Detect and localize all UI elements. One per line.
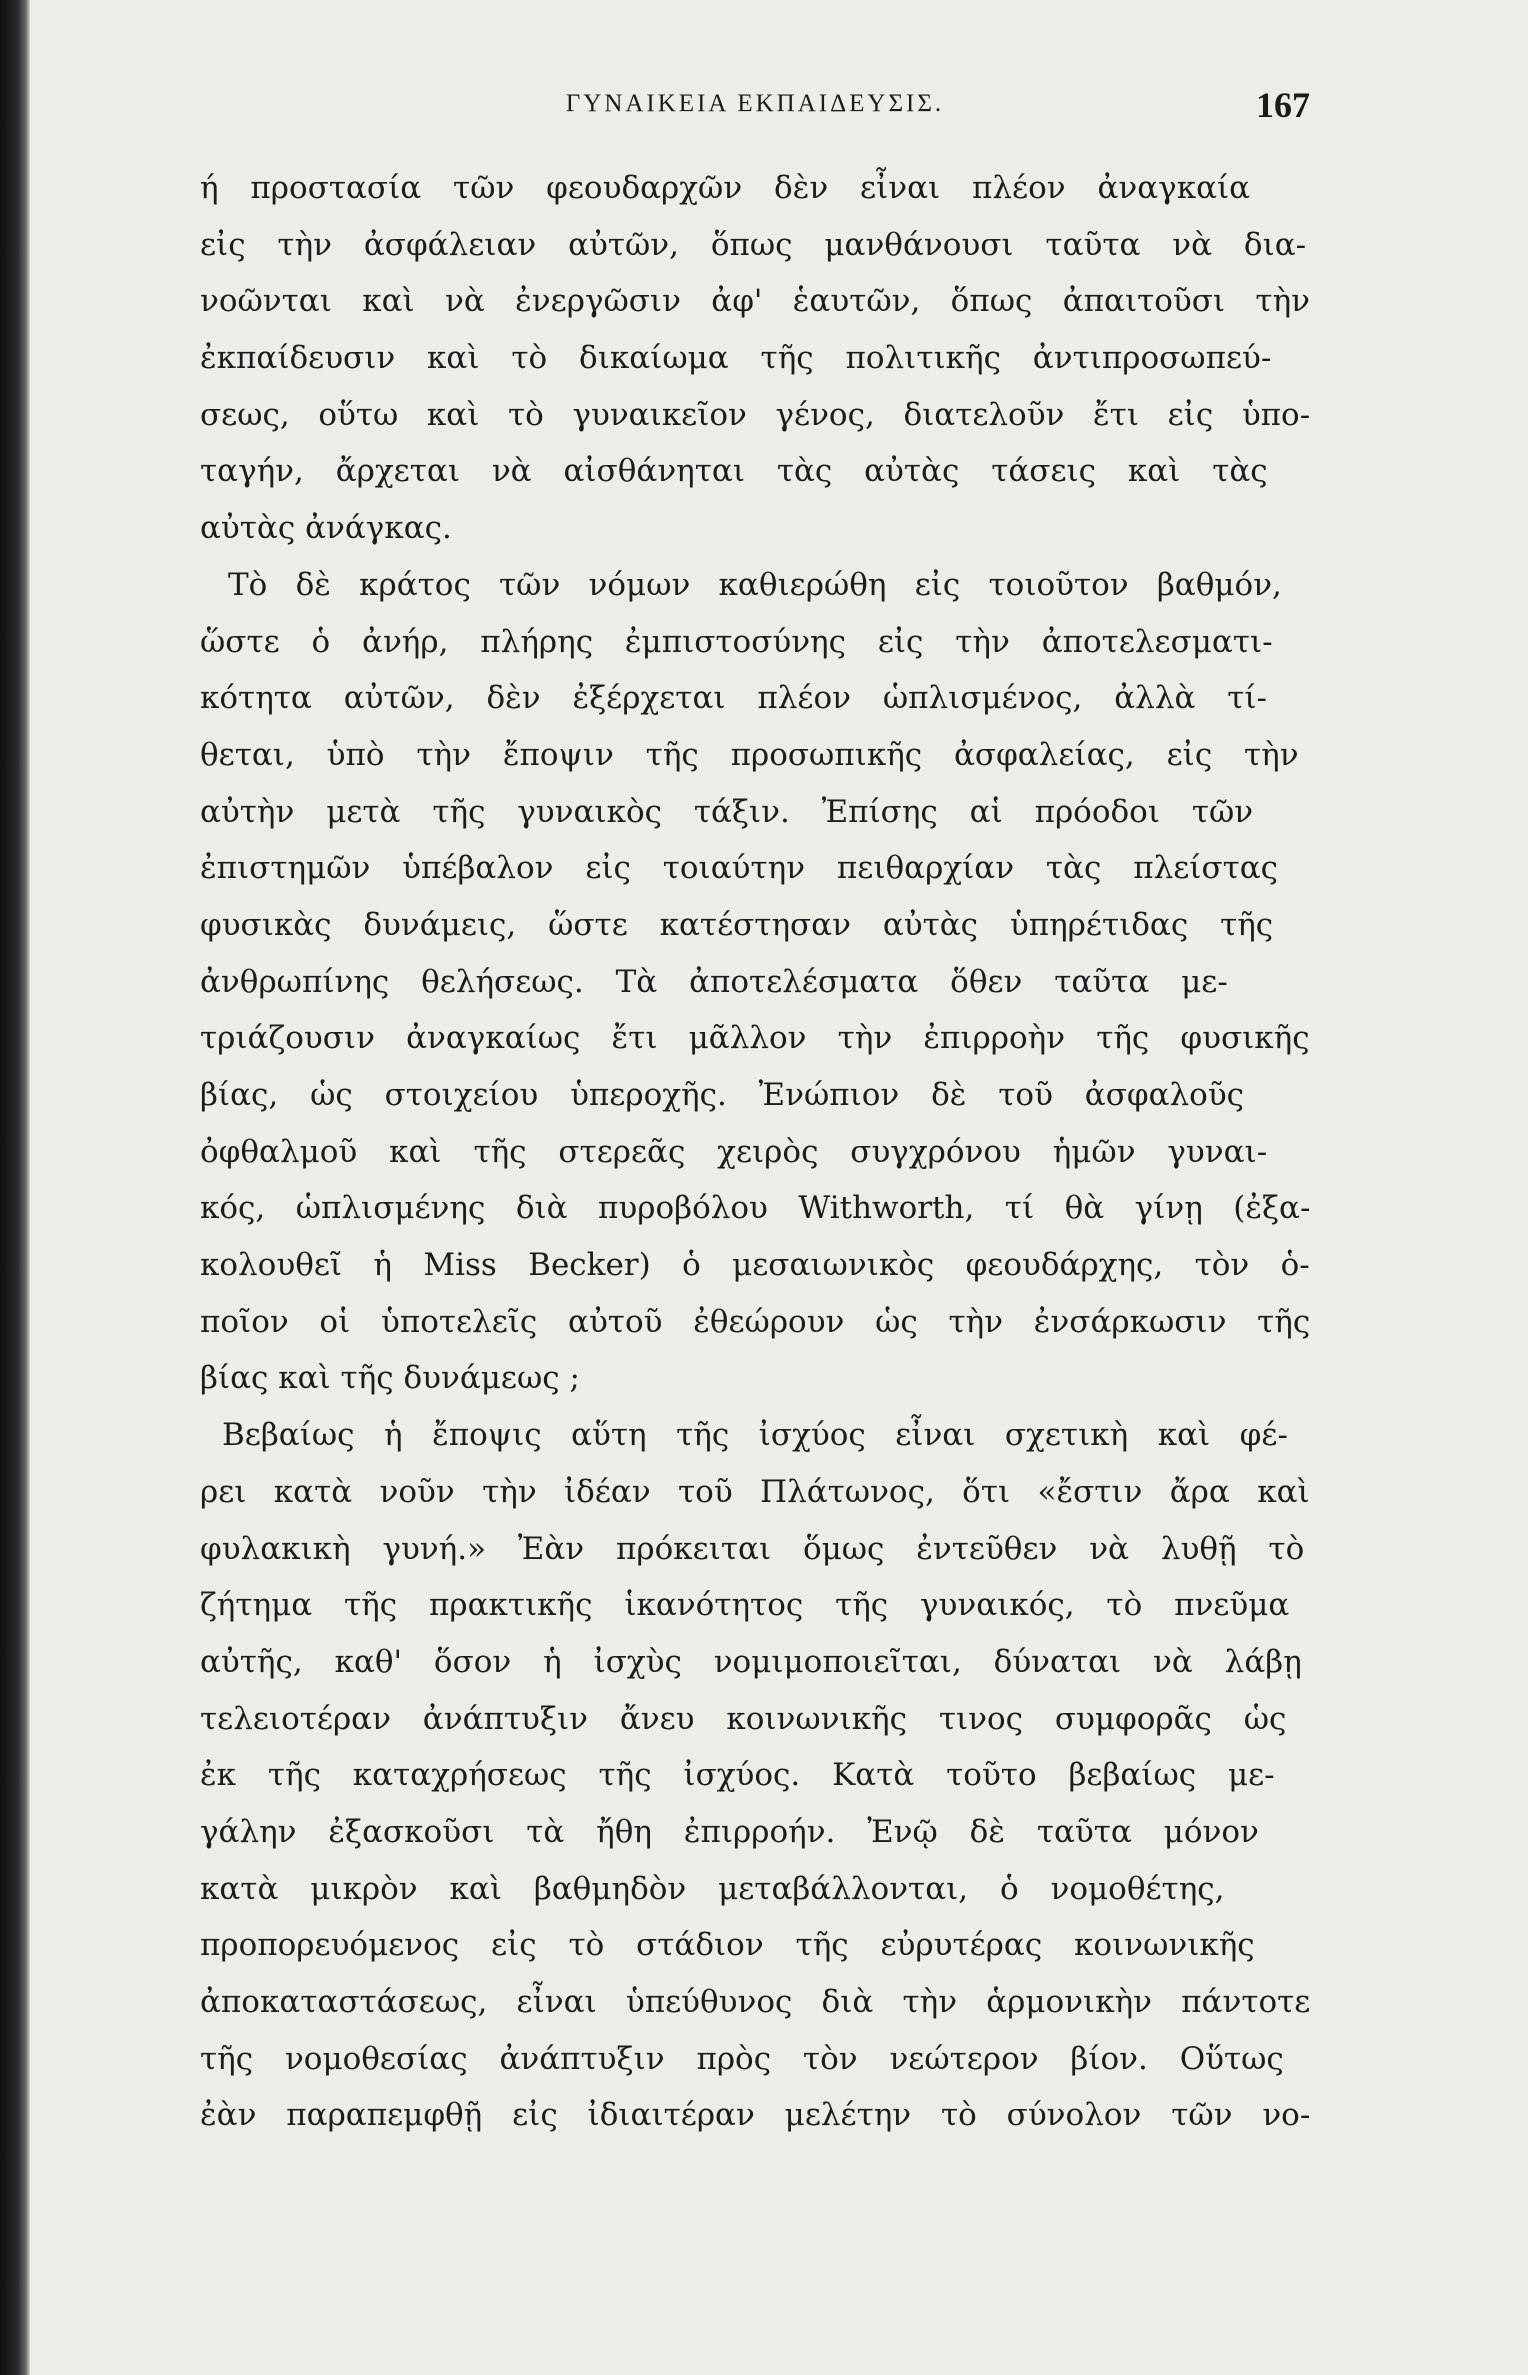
body-text [200, 160, 1310, 2144]
text-line: ποῖον οἱ ὑποτελεῖς αὐτοῦ ἐθεώρουν ὡς τὴν ἐνσάρκωσιν τῆς [200, 1303, 1310, 1340]
text-line: σεως, οὕτω καὶ τὸ γυναικεῖον γένος, διατελοῦν ἔτι εἰς ὑπο- [200, 396, 1310, 433]
text-line: ἐπιστημῶν ὑπέβαλον εἰς τοιαύτην πειθαρχίαν τὰς πλείστας [200, 850, 1279, 887]
text-line: τριάζουσιν ἀναγκαίως ἔτι μᾶλλον τὴν ἐπιρροὴν τῆς φυσικῆς [200, 1020, 1310, 1057]
text-line: αὐτὰς ἀνάγκας. [200, 510, 452, 547]
page-header [200, 85, 1310, 134]
text-line: νοῶνται καὶ νὰ ἐνεργῶσιν ἀφ' ἑαυτῶν, ὅπως ἀπαιτοῦσι τὴν [200, 283, 1310, 320]
text-line: ὀφθαλμοῦ καὶ τῆς στερεᾶς χειρὸς συγχρόνου ἡμῶν γυναι- [200, 1133, 1268, 1170]
text-line: ταγήν, ἄρχεται νὰ αἰσθάνηται τὰς αὐτὰς τάσεις καὶ τὰς [200, 453, 1268, 490]
text-line: ἐκπαίδευσιν καὶ τὸ δικαίωμα τῆς πολιτικῆς ἀντιπροσωπεύ- [200, 340, 1272, 377]
text-line: τελειοτέραν ἀνάπτυξιν ἄνευ κοινωνικῆς τινος συμφορᾶς ὡς [200, 1700, 1287, 1737]
text-line: κός, ὡπλισμένης διὰ πυροβόλου Withworth, τί θὰ γίνῃ (ἐξα- [200, 1190, 1310, 1227]
text-line: κολουθεῖ ἡ Miss Becker) ὁ μεσαιωνικὸς φεουδάρχης, τὸν ὁ- [200, 1247, 1310, 1284]
text-line: φυσικὰς δυνάμεις, ὥστε κατέστησαν αὐτὰς ὑπηρέτιδας τῆς [200, 906, 1274, 943]
text-line: Τὸ δὲ κράτος τῶν νόμων καθιερώθη εἰς τοιοῦτον βαθμόν, [228, 566, 1282, 603]
text-line: ἀνθρωπίνης θελήσεως. Τὰ ἀποτελέσματα ὅθεν ταῦτα με- [200, 963, 1228, 1000]
text-line: προπορευόμενος εἰς τὸ στάδιον τῆς εὐρυτέρας κοινωνικῆς [200, 1927, 1255, 1964]
text-line: αὐτὴν μετὰ τῆς γυναικὸς τάξιν. Ἐπίσης αἱ πρόοδοι τῶν [200, 793, 1254, 830]
page-number: 167 [1256, 85, 1310, 125]
text-line: αὐτῆς, καθ' ὅσον ἡ ἰσχὺς νομιμοποιεῖται, δύναται νὰ λάβῃ [200, 1643, 1302, 1680]
text-line: θεται, ὑπὸ τὴν ἔποψιν τῆς προσωπικῆς ἀσφαλείας, εἰς τὴν [200, 736, 1299, 773]
text-line: βίας, ὡς στοιχείου ὑπεροχῆς. Ἐνώπιον δὲ τοῦ ἀσφαλοῦς [200, 1077, 1245, 1113]
text-line: γάλην ἐξασκοῦσι τὰ ἤθη ἐπιρροήν. Ἐνῷ δὲ ταῦτα μόνον [200, 1813, 1259, 1850]
text-line: ἐὰν παραπεμφθῇ εἰς ἰδιαιτέραν μελέτην τὸ σύνολον τῶν νο- [200, 2097, 1310, 2134]
text-line: ὥστε ὁ ἀνήρ, πλήρης ἐμπιστοσύνης εἰς τὴν ἀποτελεσματι- [200, 623, 1273, 660]
text-line: κατὰ μικρὸν καὶ βαθμηδὸν μεταβάλλονται, ὁ νομοθέτης, [200, 1870, 1225, 1907]
text-line: ρει κατὰ νοῦν τὴν ἰδέαν τοῦ Πλάτωνος, ὅτι «ἔστιν ἄρα καὶ [200, 1473, 1310, 1510]
text-line: τῆς νομοθεσίας ἀνάπτυξιν πρὸς τὸν νεώτερον βίον. Οὕτως [200, 2040, 1284, 2077]
text-line: Βεβαίως ἡ ἔποψις αὕτη τῆς ἰσχύος εἶναι σχετικὴ καὶ φέ- [222, 1417, 1288, 1454]
running-title: ΓΥΝΑΙΚΕΙΑ ΕΚΠΑΙΔΕΥΣΙΣ. [565, 90, 945, 117]
text-line: βίας καὶ τῆς δυνάμεως ; [200, 1360, 580, 1397]
text-line: κότητα αὐτῶν, δὲν ἐξέρχεται πλέον ὡπλισμένος, ἀλλὰ τί- [200, 680, 1268, 717]
text-line: ή προστασία τῶν φεουδαρχῶν δὲν εἶναι πλέον ἀναγκαία [200, 170, 1251, 206]
book-binding-edge [0, 0, 30, 2375]
text-line: ἀποκαταστάσεως, εἶναι ὑπεύθυνος διὰ τὴν ἁρμονικὴν πάντοτε [200, 1984, 1310, 2020]
text-line: φυλακικὴ γυνή.» Ἐὰν πρόκειται ὅμως ἐντεῦθεν νὰ λυθῇ τὸ [200, 1530, 1305, 1567]
text-line: ζήτημα τῆς πρακτικῆς ἱκανότητος τῆς γυναικός, τὸ πνεῦμα [200, 1587, 1290, 1624]
text-line: εἰς τὴν ἀσφάλειαν αὐτῶν, ὅπως μανθάνουσι ταῦτα νὰ δια- [200, 226, 1307, 263]
text-line: ἐκ τῆς καταχρήσεως τῆς ἰσχύος. Κατὰ τοῦτο βεβαίως με- [200, 1757, 1275, 1794]
